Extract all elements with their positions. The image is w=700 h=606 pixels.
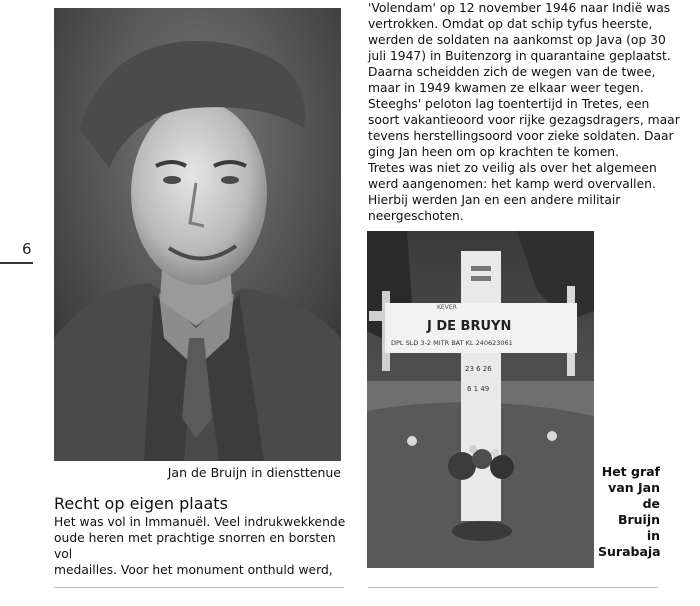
cross-date-death: 6 1 49 xyxy=(467,385,490,393)
page-number: 6 xyxy=(22,240,32,258)
right-column-text: 'Volendam' op 12 november 1946 naar Indië was vertrokken. Omdat op dat schip tyfus heerste, werden de soldaten na aankomst op Java (op 30 juli 1947) in Buitenzorg in quarantaine geplaatst. Daarna scheidden zich de wegen van de twee, maar in 1949 kwamen ze elkaar weer tegen. Steeghs' peloton lag toentertijd in Tretes, een soort vakantieoord voor rijke gezagsdragers, maar tevens herstellingsoord voor zieke soldaten. Daar ging Jan heen om op krachten te komen. Tretes was niet zo veilig als over het algemeen werd aangenomen: het kamp werd overvallen. Hierbij werden Jan en een andere militair neergeschoten. xyxy=(368,1,680,223)
grave-caption: Het graf van Jan de Bruijn in Surabaja xyxy=(598,464,661,559)
portrait-caption: Jan de Bruijn in diensttenue xyxy=(167,465,341,480)
cross-unit: DPL SLD 3-2 MITR BAT KL 240623061 xyxy=(391,339,513,347)
cross-date-birth: 23 6 26 xyxy=(465,365,492,373)
cross-name: J DE BRUYN xyxy=(427,319,512,334)
footer-rule-right xyxy=(368,587,658,588)
left-column-text: Het was vol in Immanuël. Veel indrukwekkende oude heren met prachtige snorren en borsten vol medailles. Voor het monument onthuld werd, xyxy=(54,515,346,577)
section-heading: Recht op eigen plaats xyxy=(54,494,228,513)
grave-photo xyxy=(367,231,594,568)
portrait-photo xyxy=(54,8,341,461)
margin-rule xyxy=(0,262,33,264)
footer-rule-left xyxy=(54,587,344,588)
cross-rank: KEVER xyxy=(437,304,457,311)
